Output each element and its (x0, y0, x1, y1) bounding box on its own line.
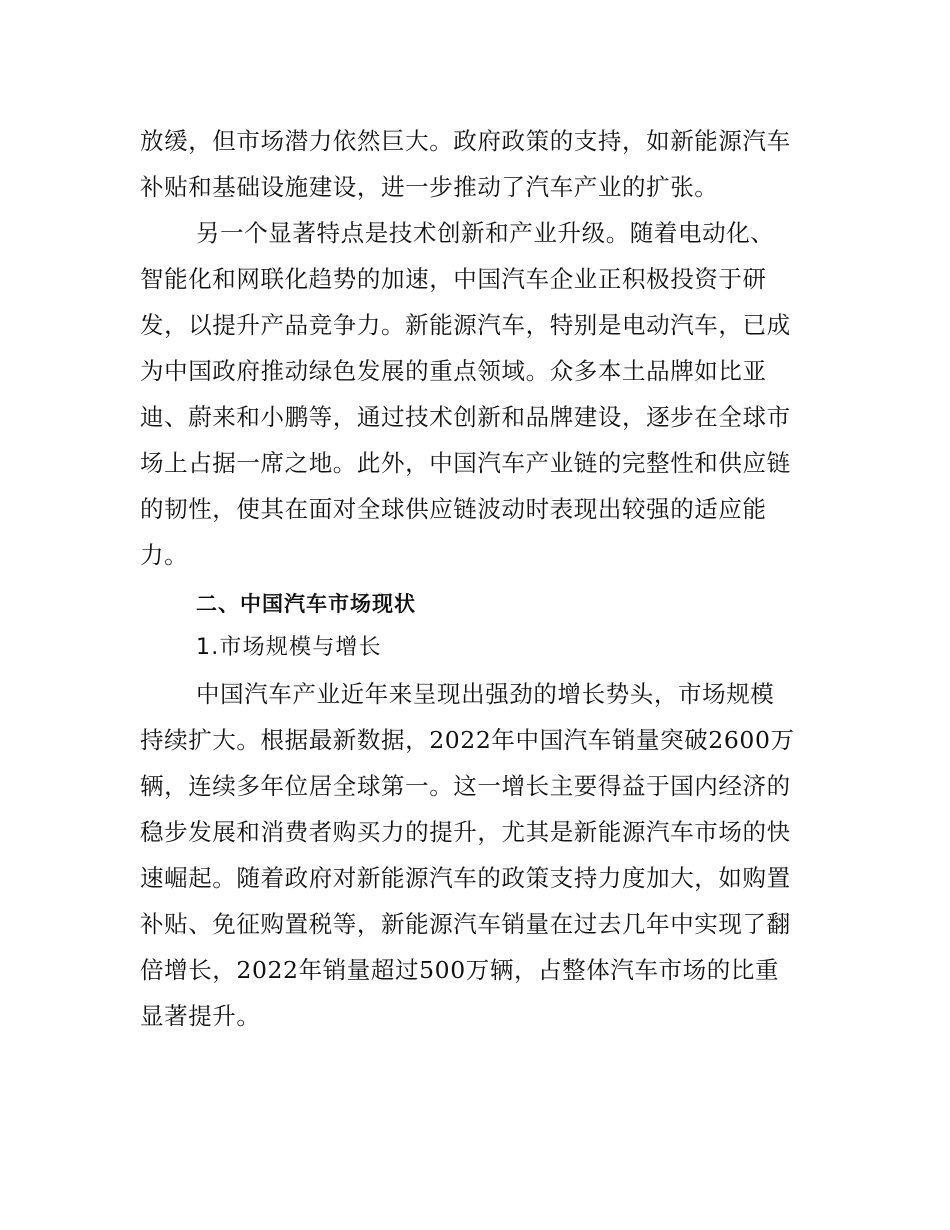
paragraph-line: 力。 (140, 541, 189, 569)
paragraph-line: 的韧性，使其在面对全球供应链波动时表现出较强的适应能 (140, 495, 767, 523)
paragraph-line: 显著提升。 (140, 1002, 261, 1030)
paragraph-line: 迪、蔚来和小鹏等，通过技术创新和品牌建设，逐步在全球市 (140, 403, 791, 431)
paragraph-line: 稳步发展和消费者购买力的提升，尤其是新能源汽车市场的快 (140, 818, 791, 846)
paragraph-line: 另一个显著特点是技术创新和产业升级。随着电动化、 (196, 219, 775, 247)
paragraph-line: 放缓，但市场潜力依然巨大。政府政策的支持，如新能源汽车 (140, 127, 791, 155)
paragraph-line: 倍增长，2022年销量超过500万辆，占整体汽车市场的比重 (140, 956, 780, 984)
section-heading: 二、中国汽车市场现状 (196, 592, 416, 616)
paragraph-line: 发，以提升产品竞争力。新能源汽车，特别是电动汽车，已成 (140, 311, 791, 339)
paragraph-line: 速崛起。随着政府对新能源汽车的政策支持力度加大，如购置 (140, 864, 791, 892)
paragraph-line: 智能化和网联化趋势的加速，中国汽车企业正积极投资于研 (140, 265, 767, 293)
paragraph-line: 场上占据一席之地。此外，中国汽车产业链的完整性和供应链 (140, 449, 791, 477)
paragraph-line: 持续扩大。根据最新数据，2022年中国汽车销量突破2600万 (140, 726, 795, 754)
paragraph-line: 中国汽车产业近年来呈现出强劲的增长势头，市场规模 (196, 680, 775, 708)
paragraph-line: 辆，连续多年位居全球第一。这一增长主要得益于国内经济的 (140, 772, 791, 800)
subsection-heading: 1.市场规模与增长 (196, 635, 382, 660)
paragraph-line: 为中国政府推动绿色发展的重点领域。众多本土品牌如比亚 (140, 357, 767, 385)
paragraph-line: 补贴、免征购置税等，新能源汽车销量在过去几年中实现了翻 (140, 910, 791, 938)
paragraph-line: 补贴和基础设施建设，进一步推动了汽车产业的扩张。 (140, 173, 719, 201)
